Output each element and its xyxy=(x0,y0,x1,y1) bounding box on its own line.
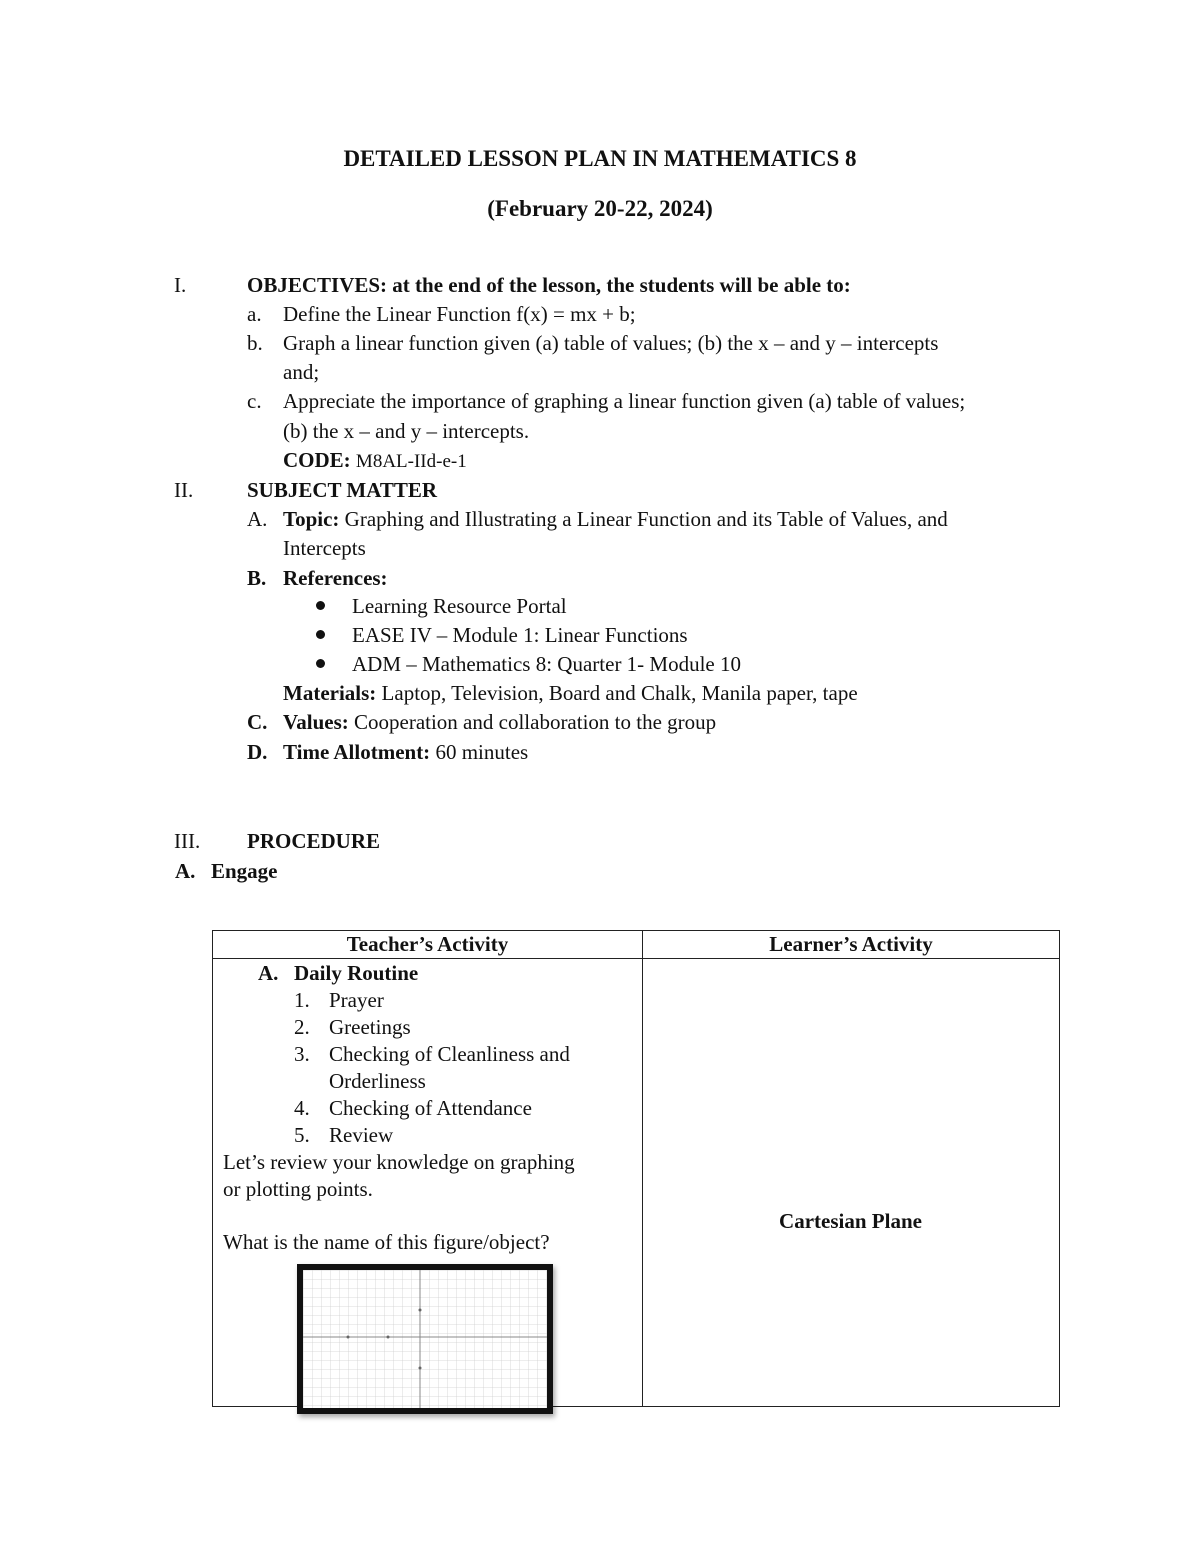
objectives-heading: OBJECTIVES: at the end of the lesson, the students will be able to: xyxy=(247,273,851,297)
values-letter: C. xyxy=(247,710,268,734)
references-letter: B. xyxy=(247,566,267,590)
code-line xyxy=(283,448,467,474)
step-number: 3. xyxy=(294,1042,310,1066)
cartesian-grid-graphic xyxy=(303,1270,547,1408)
procedure-heading: PROCEDURE xyxy=(247,829,381,853)
code-value: M8AL-IId-e-1 xyxy=(355,451,467,472)
cartesian-plane-image xyxy=(297,1264,553,1414)
step-label: Greetings xyxy=(329,1015,411,1039)
reference-item: Learning Resource Portal xyxy=(352,594,567,618)
objective-c-line-2: (b) the x – and y – intercepts. xyxy=(283,419,530,443)
learner-activity-header: Learner’s Activity xyxy=(643,931,1060,959)
page-title: DETAILED LESSON PLAN IN MATHEMATICS 8 xyxy=(343,146,857,171)
objective-b-line-2: and; xyxy=(283,360,320,384)
bullet-icon xyxy=(316,601,325,610)
teacher-activity-cell xyxy=(213,959,643,1407)
learner-answer: Cartesian Plane xyxy=(779,1209,922,1233)
topic-value: Graphing and Illustrating a Linear Function and its Table of Values, and xyxy=(344,507,948,531)
objective-b-line-1: Graph a linear function given (a) table of values; (b) the x – and y – intercepts xyxy=(283,331,939,355)
step-number: 5. xyxy=(294,1123,310,1147)
values-value: Cooperation and collaboration to the group xyxy=(354,710,717,734)
routine-heading: Daily Routine xyxy=(294,961,419,985)
step-number: 4. xyxy=(294,1096,310,1120)
time-line xyxy=(283,740,528,765)
review-question: What is the name of this figure/object? xyxy=(223,1230,550,1254)
section-numeral-procedure: III. xyxy=(174,829,201,853)
objective-a-line-1: Define the Linear Function f(x) = mx + b; xyxy=(283,302,636,326)
subject-matter-heading: SUBJECT MATTER xyxy=(247,478,438,502)
step-number: 2. xyxy=(294,1015,310,1039)
materials-label: Materials: xyxy=(283,681,377,705)
references-label: References: xyxy=(283,566,388,590)
topic-line xyxy=(283,507,948,532)
time-value: 60 minutes xyxy=(435,740,529,764)
step-label-cont: Orderliness xyxy=(329,1069,426,1093)
values-label: Values: xyxy=(283,710,349,734)
reference-item: ADM – Mathematics 8: Quarter 1- Module 10 xyxy=(352,652,742,676)
engage-letter: A. xyxy=(175,859,196,883)
review-text: Let’s review your knowledge on graphing xyxy=(223,1150,575,1174)
bullet-icon xyxy=(316,659,325,668)
learner-activity-cell xyxy=(643,959,1060,1407)
time-letter: D. xyxy=(247,740,268,764)
objective-letter-b: b. xyxy=(247,331,263,355)
step-number: 1. xyxy=(294,988,310,1012)
section-numeral-objectives: I. xyxy=(174,273,187,297)
teacher-activity-header: Teacher’s Activity xyxy=(213,931,643,959)
objective-letter-a: a. xyxy=(247,302,262,326)
values-line xyxy=(283,710,716,735)
review-text-cont: or plotting points. xyxy=(223,1177,373,1201)
materials-line xyxy=(283,681,858,706)
bullet-icon xyxy=(316,630,325,639)
reference-item: EASE IV – Module 1: Linear Functions xyxy=(352,623,688,647)
objective-c-line-1: Appreciate the importance of graphing a linear function given (a) table of values; xyxy=(283,389,966,413)
engage-heading: Engage xyxy=(211,859,278,883)
routine-letter: A. xyxy=(258,961,279,985)
lesson-date: (February 20-22, 2024) xyxy=(487,196,713,221)
code-label: CODE: xyxy=(283,448,351,472)
materials-value: Laptop, Television, Board and Chalk, Manila paper, tape xyxy=(381,681,858,705)
step-label: Review xyxy=(329,1123,394,1147)
activity-table xyxy=(212,930,1060,1407)
objective-letter-c: c. xyxy=(247,389,262,413)
topic-value-line-2: Intercepts xyxy=(283,536,366,560)
topic-label: Topic: xyxy=(283,507,340,531)
topic-letter: A. xyxy=(247,507,268,531)
step-label: Checking of Attendance xyxy=(329,1096,532,1120)
step-label: Checking of Cleanliness and xyxy=(329,1042,570,1066)
time-label: Time Allotment: xyxy=(283,740,431,764)
step-label: Prayer xyxy=(329,988,384,1012)
section-numeral-subject: II. xyxy=(174,478,194,502)
